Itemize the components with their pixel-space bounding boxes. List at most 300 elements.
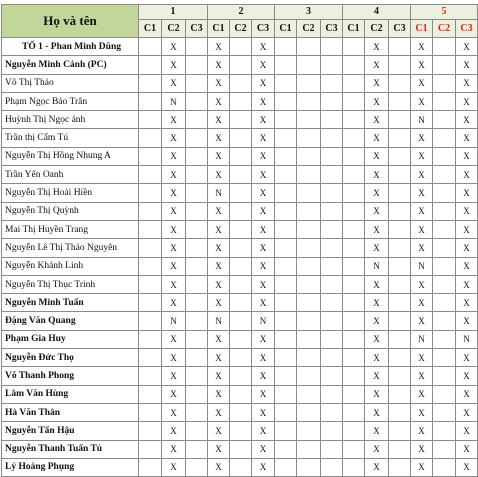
mark-cell: X [162,385,186,403]
mark-cell [186,257,208,275]
mark-cell [297,129,321,147]
member-name: Huỳnh Thị Ngọc ánh [2,111,139,129]
mark-cell: N [411,257,433,275]
mark-cell [297,294,321,312]
mark-cell [186,129,208,147]
mark-cell [389,294,411,312]
mark-cell [230,111,252,129]
mark-cell: X [456,184,478,202]
mark-cell: X [252,367,275,385]
mark-cell [343,257,365,275]
mark-cell: X [208,458,230,476]
mark-cell [343,220,365,238]
mark-cell: X [456,275,478,293]
mark-cell: X [365,422,389,440]
mark-cell [321,129,343,147]
mark-cell: X [252,129,275,147]
table-row [2,202,478,220]
mark-cell [275,111,297,129]
mark-cell: X [365,367,389,385]
mark-cell: X [411,92,433,110]
mark-cell [433,56,456,74]
mark-cell [433,367,456,385]
mark-cell [139,74,162,92]
mark-cell [297,312,321,330]
mark-cell [343,74,365,92]
mark-cell [321,330,343,348]
mark-cell [343,92,365,110]
mark-cell [275,349,297,367]
member-name: Trần Yến Oanh [2,166,139,184]
mark-cell: X [365,239,389,257]
mark-cell: X [456,458,478,476]
mark-cell: X [162,422,186,440]
mark-cell [230,220,252,238]
mark-cell [321,385,343,403]
table-row [2,74,478,92]
mark-cell [297,147,321,165]
subheader-g1-c2: C2 [162,19,186,37]
mark-cell [186,56,208,74]
mark-cell: X [456,74,478,92]
mark-cell: X [208,275,230,293]
member-name: Hà Văn Thân [2,403,139,421]
mark-cell [230,239,252,257]
member-name: Lâm Văn Hùng [2,385,139,403]
mark-cell [230,74,252,92]
mark-cell: X [208,349,230,367]
mark-cell: N [162,92,186,110]
mark-cell: X [162,56,186,74]
table-row [2,403,478,421]
mark-cell [275,294,297,312]
mark-cell [321,458,343,476]
mark-cell [389,239,411,257]
group-header-3: 3 [275,5,343,20]
mark-cell [297,74,321,92]
mark-cell [343,239,365,257]
mark-cell [321,38,343,56]
mark-cell [230,385,252,403]
mark-cell [297,403,321,421]
table-row [2,367,478,385]
mark-cell [433,129,456,147]
mark-cell [343,166,365,184]
mark-cell [433,422,456,440]
mark-cell: X [411,184,433,202]
mark-cell [139,92,162,110]
mark-cell [321,403,343,421]
mark-cell [343,147,365,165]
subheader-g5-c3: C3 [456,19,478,37]
mark-cell: X [162,440,186,458]
mark-cell [186,111,208,129]
mark-cell [343,440,365,458]
mark-cell [433,166,456,184]
mark-cell: X [252,257,275,275]
mark-cell [186,202,208,220]
mark-cell [230,422,252,440]
mark-cell: X [411,440,433,458]
mark-cell: X [411,458,433,476]
member-name: Nguyễn Khánh Linh [2,257,139,275]
subheader-g3-c2: C2 [297,19,321,37]
mark-cell [297,111,321,129]
mark-cell: X [411,312,433,330]
mark-cell: X [456,440,478,458]
mark-cell [297,458,321,476]
mark-cell [297,367,321,385]
mark-cell: X [365,312,389,330]
mark-cell [389,367,411,385]
subheader-g4-c2: C2 [365,19,389,37]
mark-cell: N [162,312,186,330]
mark-cell [230,129,252,147]
mark-cell [297,220,321,238]
mark-cell [186,312,208,330]
mark-cell [186,239,208,257]
member-name: Nguyễn Thị Hồng Nhung A [2,147,139,165]
mark-cell: X [456,38,478,56]
mark-cell: X [208,166,230,184]
mark-cell [343,385,365,403]
mark-cell: X [365,220,389,238]
mark-cell [433,349,456,367]
mark-cell: X [456,349,478,367]
mark-cell [275,202,297,220]
mark-cell [343,111,365,129]
mark-cell [343,367,365,385]
mark-cell: N [208,312,230,330]
mark-cell [433,312,456,330]
mark-cell [321,147,343,165]
member-name: Nguyễn Thị Hoài Hiền [2,184,139,202]
mark-cell [343,184,365,202]
mark-cell [230,440,252,458]
mark-cell [389,129,411,147]
mark-cell [321,92,343,110]
mark-cell [230,56,252,74]
mark-cell [230,92,252,110]
mark-cell [139,257,162,275]
mark-cell: X [456,92,478,110]
mark-cell [139,275,162,293]
mark-cell [389,312,411,330]
mark-cell: X [411,74,433,92]
mark-cell [230,38,252,56]
mark-cell: X [252,275,275,293]
mark-cell [321,312,343,330]
mark-cell [139,239,162,257]
table-row [2,385,478,403]
group-header-2: 2 [208,5,275,20]
mark-cell [297,349,321,367]
mark-cell: X [162,275,186,293]
subheader-g2-c1: C1 [208,19,230,37]
mark-cell: X [252,422,275,440]
mark-cell: X [411,166,433,184]
mark-cell: X [162,239,186,257]
mark-cell [321,220,343,238]
mark-cell: X [252,330,275,348]
mark-cell: X [365,74,389,92]
mark-cell: X [252,166,275,184]
subheader-g5-c2: C2 [433,19,456,37]
mark-cell [139,38,162,56]
mark-cell [139,422,162,440]
mark-cell: X [365,147,389,165]
mark-cell [230,147,252,165]
mark-cell [230,330,252,348]
mark-cell [321,56,343,74]
mark-cell: X [252,220,275,238]
mark-cell [343,458,365,476]
mark-cell [139,202,162,220]
attendance-table [1,4,478,477]
mark-cell [186,458,208,476]
member-name: Lý Hoàng Phụng [2,458,139,476]
mark-cell [321,239,343,257]
mark-cell [321,440,343,458]
mark-cell [186,74,208,92]
mark-cell [297,422,321,440]
member-name: Nguyễn Tấn Hậu [2,422,139,440]
mark-cell [433,275,456,293]
mark-cell [139,403,162,421]
mark-cell [297,257,321,275]
mark-cell: X [252,458,275,476]
mark-cell [389,184,411,202]
mark-cell [321,367,343,385]
group-header-4: 4 [343,5,411,20]
mark-cell [297,184,321,202]
member-name: Đặng Văn Quang [2,312,139,330]
mark-cell [389,38,411,56]
mark-cell [275,458,297,476]
subheader-g4-c1: C1 [343,19,365,37]
mark-cell [389,56,411,74]
member-name: Nguyễn Lê Thị Thảo Nguyên [2,239,139,257]
mark-cell [389,349,411,367]
mark-cell [321,275,343,293]
mark-cell: X [411,129,433,147]
mark-cell: X [365,349,389,367]
mark-cell [275,385,297,403]
mark-cell [275,312,297,330]
table-row [2,330,478,348]
mark-cell: X [208,38,230,56]
mark-cell [275,184,297,202]
mark-cell: X [208,56,230,74]
mark-cell [186,275,208,293]
mark-cell [230,184,252,202]
mark-cell: X [252,147,275,165]
mark-cell [389,111,411,129]
mark-cell [230,312,252,330]
mark-cell [139,367,162,385]
mark-cell: X [411,349,433,367]
mark-cell [139,166,162,184]
mark-cell: X [252,74,275,92]
mark-cell [139,385,162,403]
mark-cell [433,184,456,202]
mark-cell [186,385,208,403]
mark-cell [230,275,252,293]
mark-cell [275,220,297,238]
mark-cell [139,312,162,330]
mark-cell [186,220,208,238]
subheader-g4-c3: C3 [389,19,411,37]
mark-cell: X [162,111,186,129]
mark-cell: X [365,403,389,421]
mark-cell [389,403,411,421]
mark-cell: X [456,166,478,184]
mark-cell: X [365,56,389,74]
mark-cell: X [208,257,230,275]
mark-cell [389,257,411,275]
mark-cell [230,166,252,184]
mark-cell [343,422,365,440]
mark-cell [139,56,162,74]
mark-cell [275,275,297,293]
mark-cell: X [208,422,230,440]
mark-cell: X [365,202,389,220]
mark-cell [321,166,343,184]
mark-cell [297,92,321,110]
mark-cell: X [208,330,230,348]
mark-cell [343,294,365,312]
mark-cell [389,166,411,184]
mark-cell: X [411,367,433,385]
mark-cell [343,330,365,348]
mark-cell: X [208,129,230,147]
mark-cell: X [411,56,433,74]
member-name: Nguyễn Minh Cảnh (PC) [2,56,139,74]
mark-cell [139,129,162,147]
mark-cell: X [208,202,230,220]
mark-cell: X [456,220,478,238]
mark-cell [186,330,208,348]
mark-cell [275,38,297,56]
member-name: Võ Thanh Phong [2,367,139,385]
member-name: Trần thị Cẩm Tú [2,129,139,147]
mark-cell [297,385,321,403]
mark-cell: X [208,147,230,165]
group-header-1: 1 [139,5,208,20]
mark-cell: X [411,147,433,165]
mark-cell: N [411,330,433,348]
mark-cell: X [208,367,230,385]
member-name: Nguyễn Minh Tuấn [2,294,139,312]
mark-cell: X [252,294,275,312]
member-name: TỔ 1 - Phan Minh Dũng [2,38,139,56]
mark-cell [139,458,162,476]
mark-cell [389,275,411,293]
mark-cell: X [252,38,275,56]
mark-cell [275,129,297,147]
mark-cell: X [456,147,478,165]
mark-cell: X [208,403,230,421]
mark-cell [343,56,365,74]
mark-cell: X [252,385,275,403]
mark-cell: X [162,367,186,385]
mark-cell: X [365,92,389,110]
mark-cell: X [252,403,275,421]
mark-cell: X [162,349,186,367]
mark-cell [321,202,343,220]
mark-cell: X [365,458,389,476]
mark-cell: X [162,257,186,275]
mark-cell [343,312,365,330]
mark-cell [321,111,343,129]
mark-cell [186,440,208,458]
mark-cell [297,239,321,257]
mark-cell [186,38,208,56]
mark-cell: X [162,38,186,56]
table-row [2,220,478,238]
mark-cell [139,294,162,312]
mark-cell: X [208,92,230,110]
mark-cell: X [162,147,186,165]
mark-cell [321,349,343,367]
mark-cell [321,74,343,92]
mark-cell [321,257,343,275]
mark-cell: X [162,129,186,147]
mark-cell [275,166,297,184]
mark-cell: X [252,440,275,458]
mark-cell [389,147,411,165]
member-name: Võ Thị Thảo [2,74,139,92]
mark-cell [389,440,411,458]
table-row [2,184,478,202]
mark-cell [433,403,456,421]
mark-cell [297,56,321,74]
table-row [2,440,478,458]
mark-cell [389,202,411,220]
mark-cell [275,367,297,385]
mark-cell: X [456,202,478,220]
mark-cell [297,330,321,348]
table-row [2,56,478,74]
mark-cell [433,385,456,403]
mark-cell [433,38,456,56]
mark-cell: X [162,220,186,238]
mark-cell [433,330,456,348]
mark-cell: X [456,294,478,312]
mark-cell: X [162,294,186,312]
mark-cell: X [411,385,433,403]
mark-cell [297,202,321,220]
mark-cell: X [365,330,389,348]
mark-cell: X [252,184,275,202]
mark-cell: X [411,422,433,440]
mark-cell: X [411,294,433,312]
mark-cell: N [411,111,433,129]
subheader-g1-c1: C1 [139,19,162,37]
subheader-g3-c1: C1 [275,19,297,37]
mark-cell: X [252,239,275,257]
mark-cell: X [208,220,230,238]
mark-cell [275,330,297,348]
mark-cell: X [365,275,389,293]
mark-cell [139,349,162,367]
mark-cell: X [411,275,433,293]
mark-cell [139,440,162,458]
mark-cell [433,440,456,458]
mark-cell: X [456,422,478,440]
table-row [2,257,478,275]
table-row [2,147,478,165]
